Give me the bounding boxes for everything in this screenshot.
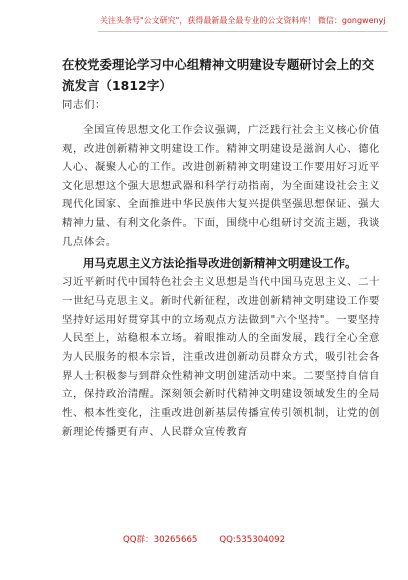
footer-qq: QQ:535304092	[219, 535, 286, 545]
header-divider	[98, 31, 388, 32]
paragraph-intro: 全国宣传思想文化工作会议强调，广泛践行社会主义核心价值观，改进创新精神文明建设工作。精神文明建设是滋润人心、德化人心、凝聚人心的工作。改进创新精神文明建设工作要用好习近平文化思想这个强大思想武器和科学行动指南，为全面建设社会主义现代化国家、全面推进中华民族伟大复兴提供坚强思想保证、强大精神力量、有利文化条件。下面，围绕中心组研讨交流主题，我谈几点体会。	[62, 124, 380, 248]
section-heading: 用马克思主义方法论指导改进创新精神文明建设工作。	[83, 256, 357, 271]
footer-contact	[0, 535, 408, 545]
salutation: 同志们：	[62, 99, 106, 111]
top-banner: 关注头条号"公文研究"，获得最新最全最专业的公文资料库！ 微信：gongwenyj	[100, 16, 386, 25]
paragraph-section-1: 习近平新时代中国特色社会主义思想是当代中国马克思主义、二十一世纪马克思主义。新时代新征程，改进创新精神文明建设工作要坚持好运用好贯穿其中的立场观点方法做到"六个坚持"。一要坚持人民至上，站稳根本立场。着眼推动人的全面发展，践行全心全意为人民服务的根本宗旨，注重改进创新动员群众方式，吸引社会各界人士积极参与到群众性精神文明创建活动中来。二要坚持自信自立，保持政治清醒。深刻领会新时代精神文明建设领域发生的全局性、根本性变化，注重改进创新基层传播宣传引领机制，让党的创新理论传播更有声、人民群众宣传教育	[62, 276, 380, 438]
document-body	[62, 54, 380, 441]
document-title: 在校党委理论学习中心组精神文明建设专题研讨会上的交流发言（1812字）	[62, 57, 375, 93]
footer-qq-group: QQ群：30265665	[122, 535, 198, 545]
